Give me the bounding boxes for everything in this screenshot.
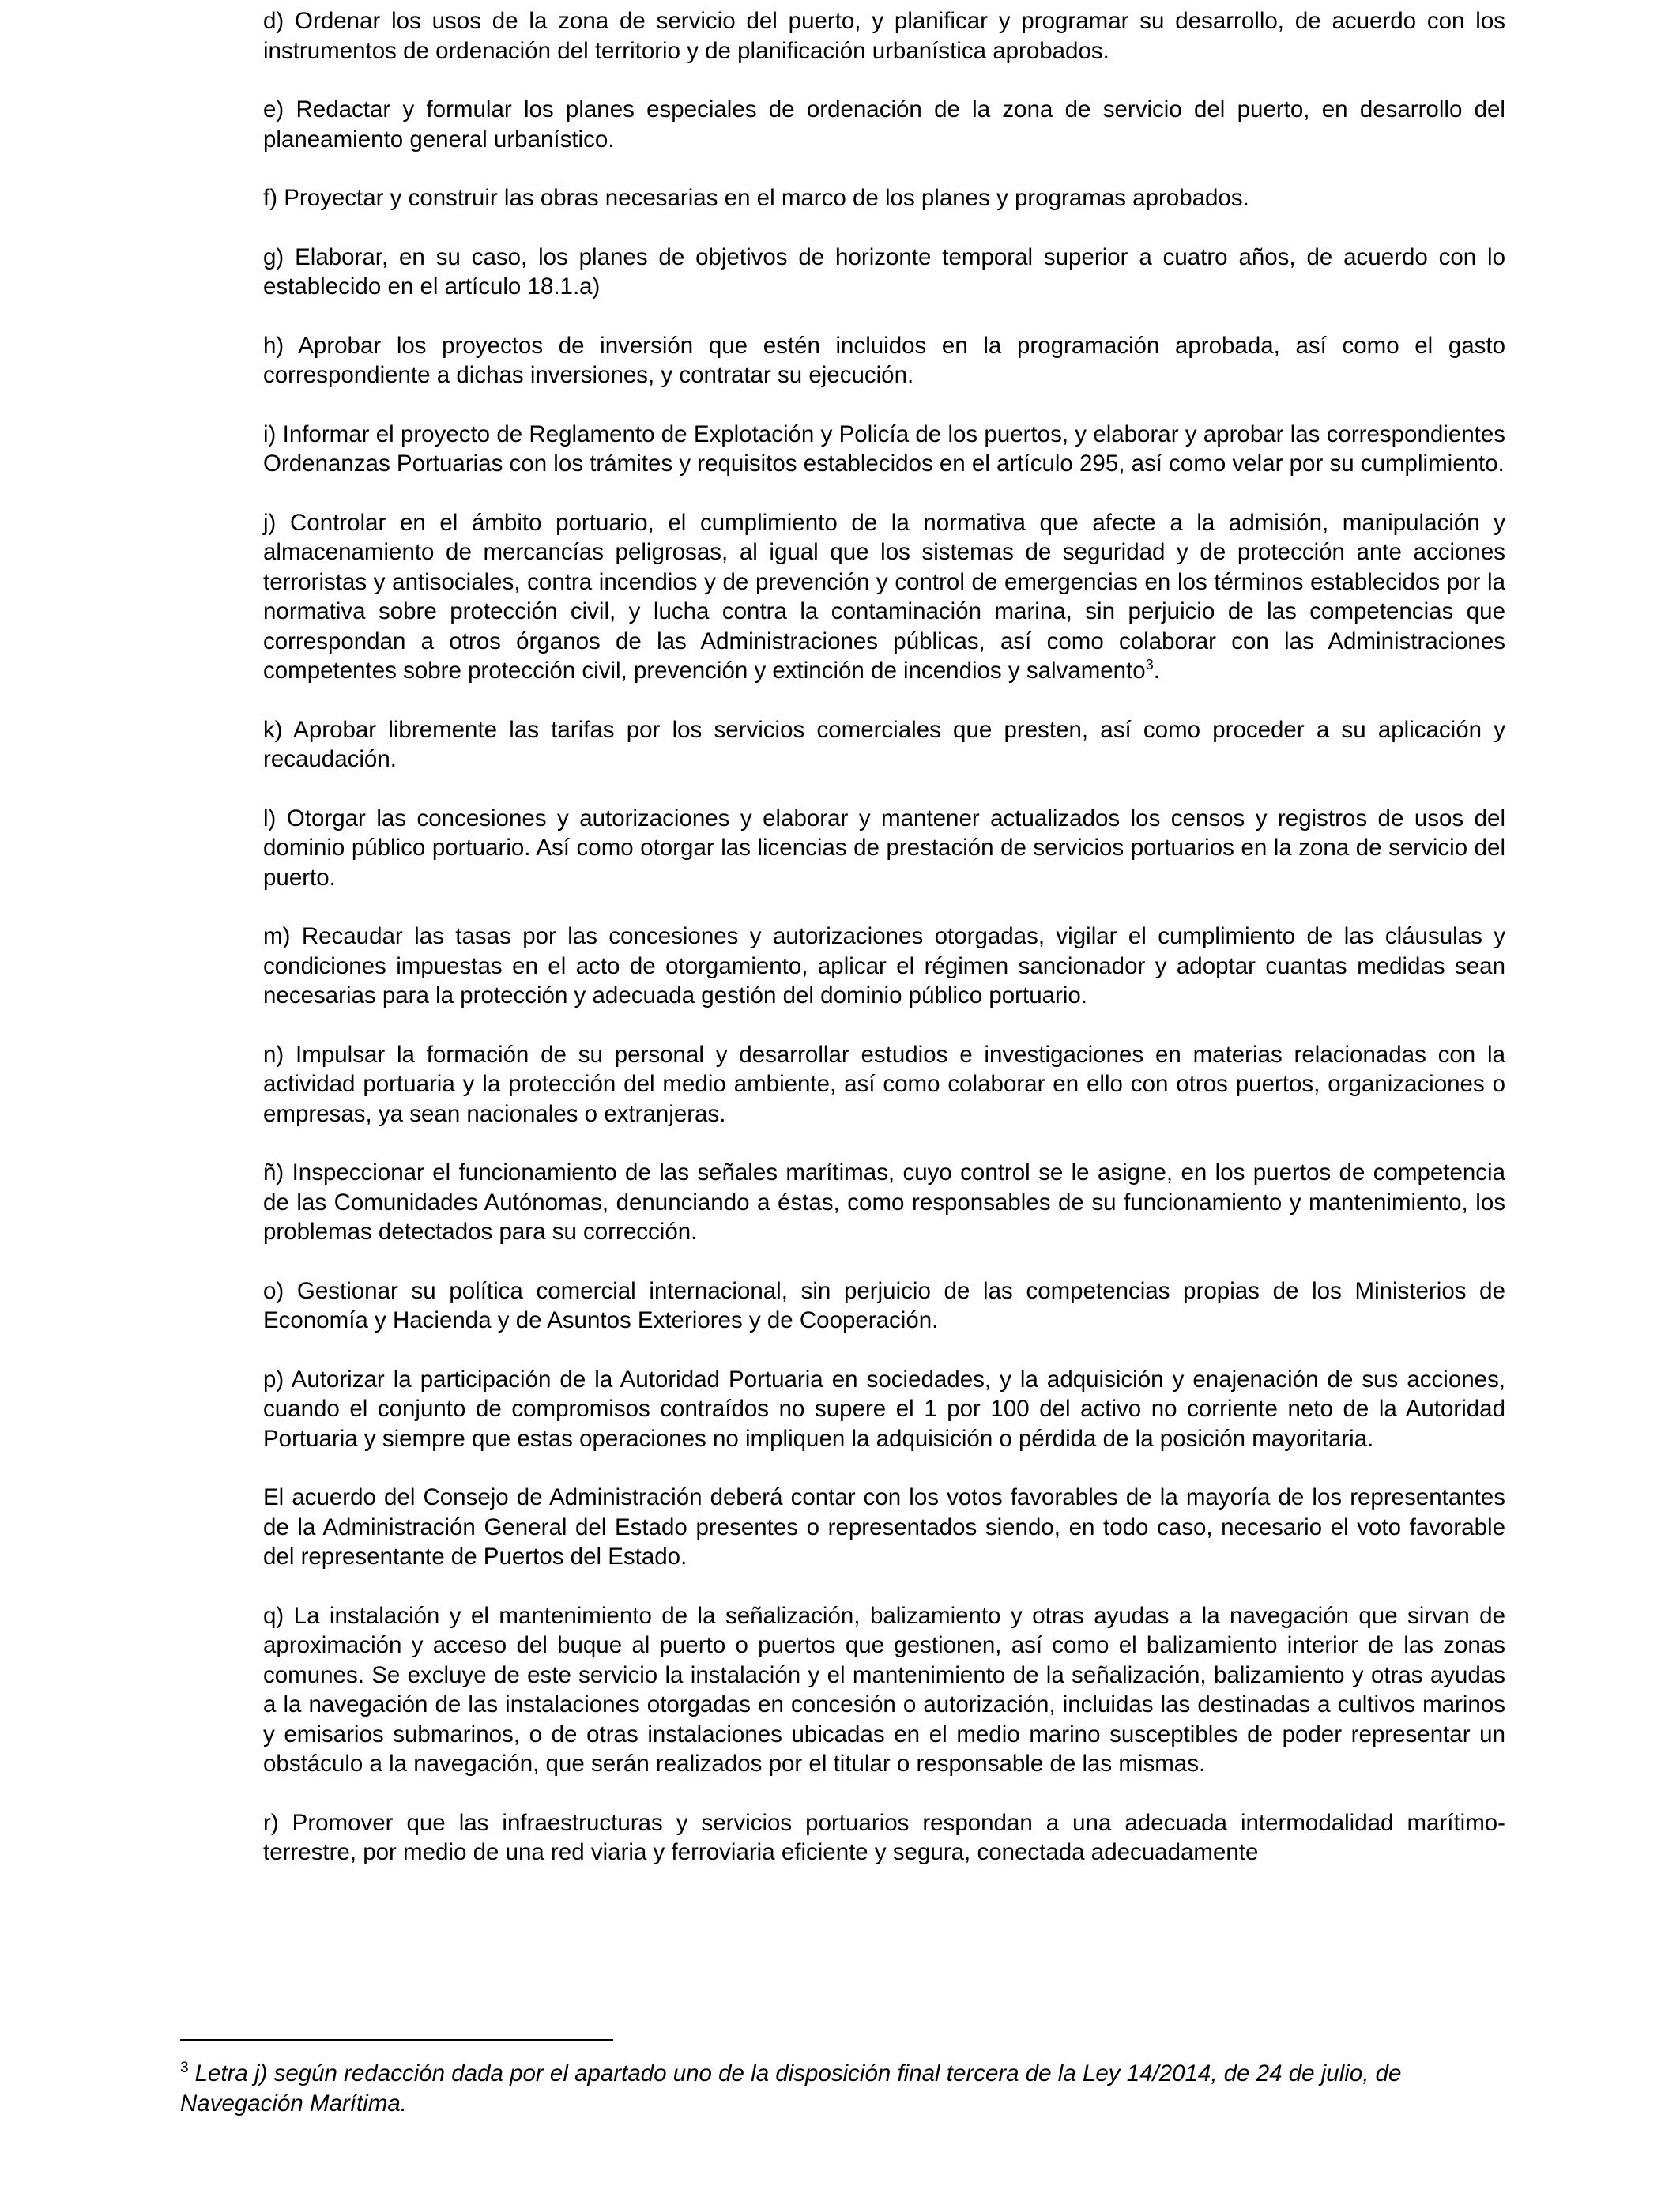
footnote-reference[interactable]: 3 bbox=[1145, 657, 1154, 673]
footnote bbox=[180, 2059, 1508, 2118]
paragraph-enye: ñ) Inspeccionar el funcionamiento de las señales marítimas, cuyo control se le asigne, en los puertos de competencia de las Comunidades Autónomas, denunciando a éstas, como responsables de su funcionamiento y mantenimiento, los problemas detectados para su corrección. bbox=[263, 1159, 1505, 1245]
paragraph-n: n) Impulsar la formación de su personal y desarrollar estudios e investigaciones en materias relacionadas con la actividad portuaria y la protección del medio ambiente, así como colaborar en ello con otros puertos, organizaciones o empresas, ya sean nacionales o extranjeras. bbox=[263, 1041, 1505, 1127]
paragraph-acuerdo: El acuerdo del Consejo de Administración deberá contar con los votos favorables de la mayoría de los representantes de la Administración General del Estado presentes o representados siendo, en todo caso, necesario el voto favorable del representante de Puertos del Estado. bbox=[263, 1484, 1505, 1570]
paragraph-j-text: j) Controlar en el ámbito portuario, el cumplimiento de la normativa que afecte a la admisión, manipulación y almacenamiento de mercancías peligrosas, al igual que los sistemas de seguridad y de protección ante acciones terroristas y antisociales, contra incendios y de prevención y control de emergencias en los términos establecidos por la normativa sobre protección civil, y lucha contra la contaminación marina, sin perjuicio de las competencias que correspondan a otros órganos de las Administraciones públicas, así como colaborar con las Administraciones competentes sobre protección civil, prevención y extinción de incendios y salvamento bbox=[263, 509, 1505, 684]
paragraph-q: q) La instalación y el mantenimiento de la señalización, balizamiento y otras ayudas a la navegación que sirvan de aproximación y acceso del buque al puerto o puertos que gestionen, así como el balizamiento interior de las zonas comunes. Se excluye de este servicio la instalación y el mantenimiento de la señalización, balizamiento y otras ayudas a la navegación de las instalaciones otorgadas en concesión o autorización, incluidas las destinadas a cultivos marinos y emisarios submarinos, o de otras instalaciones ubicadas en el medio marino susceptibles de poder representar un obstáculo a la navegación, que serán realizados por el titular o responsable de las mismas. bbox=[263, 1602, 1505, 1777]
footnote-separator bbox=[180, 2039, 613, 2041]
body-text bbox=[263, 6, 1505, 1868]
paragraph-o: o) Gestionar su política comercial internacional, sin perjuicio de las competencias propias de los Ministerios de Economía y Hacienda y de Asuntos Exteriores y de Cooperación. bbox=[263, 1277, 1505, 1333]
paragraph-f: f) Proyectar y construir las obras necesarias en el marco de los planes y programas aprobados. bbox=[263, 185, 1249, 211]
paragraph-i: i) Informar el proyecto de Reglamento de Explotación y Policía de los puertos, y elaborar y aprobar las correspondientes Ordenanzas Portuarias con los trámites y requisitos establecidos en el artículo 295, así como velar por su cumplimiento. bbox=[263, 420, 1505, 477]
paragraph-p: p) Autorizar la participación de la Autoridad Portuaria en sociedades, y la adquisición y enajenación de sus acciones, cuando el conjunto de compromisos contraídos no supere el 1 por 100 del activo no corriente neto de la Autoridad Portuaria y siempre que estas operaciones no impliquen la adquisición o pérdida de la posición mayoritaria. bbox=[263, 1366, 1505, 1452]
paragraph-l: l) Otorgar las concesiones y autorizaciones y elaborar y mantener actualizados los censos y registros de usos del dominio público portuario. Así como otorgar las licencias de prestación de servicios portuarios en la zona de servicio del puerto. bbox=[263, 805, 1505, 891]
footnote-text: Letra j) según redacción dada por el apartado uno de la disposición final tercera de la Ley 14/2014, de 24 de julio, de Navegación Marítima. bbox=[180, 2060, 1402, 2117]
paragraph-h: h) Aprobar los proyectos de inversión que estén incluidos en la programación aprobada, así como el gasto correspondiente a dichas inversiones, y contratar su ejecución. bbox=[263, 332, 1505, 388]
paragraph-d: d) Ordenar los usos de la zona de servicio del puerto, y planificar y programar su desarrollo, de acuerdo con los instrumentos de ordenación del territorio y de planificación urbanística aprobados. bbox=[263, 8, 1505, 64]
paragraph-r: r) Promover que las infraestructuras y servicios portuarios respondan a una adecuada intermodalidad marítimo-terrestre, por medio de una red viaria y ferroviaria eficiente y segura, conectada adecuadamente bbox=[263, 1809, 1505, 1865]
paragraph-e: e) Redactar y formular los planes especiales de ordenación de la zona de servicio del puerto, en desarrollo del planeamiento general urbanístico. bbox=[263, 96, 1505, 153]
paragraph-g: g) Elaborar, en su caso, los planes de objetivos de horizonte temporal superior a cuatro años, de acuerdo con lo establecido en el artículo 18.1.a) bbox=[263, 243, 1505, 300]
paragraph-m: m) Recaudar las tasas por las concesiones y autorizaciones otorgadas, vigilar el cumplimiento de las cláusulas y condiciones impuestas en el acto de otorgamiento, aplicar el régimen sancionador y adoptar cuantas medidas sean necesarias para la protección y adecuada gestión del dominio público portuario. bbox=[263, 923, 1505, 1008]
footnote-number: 3 bbox=[180, 2060, 189, 2077]
paragraph-j: j) Controlar en el ámbito portuario, el cumplimiento de la normativa que afecte a la admisión, manipulación y almacenamiento de mercancías peligrosas, al igual que los sistemas de seguridad y de protección ante acciones terroristas y antisociales, contra incendios y de prevención y control de emergencias en los términos establecidos por la normativa sobre protección civil, y lucha contra la contaminación marina, sin perjuicio de las competencias que correspondan a otros órganos de las Administraciones públicas, así como colaborar con las Administraciones competentes sobre protección civil, prevención y extinción de incendios y salvamento$^3$. bbox=[263, 509, 1505, 684]
paragraph-k: k) Aprobar libremente las tarifas por los servicios comerciales que presten, así como proceder a su aplicación y recaudación. bbox=[263, 716, 1505, 772]
